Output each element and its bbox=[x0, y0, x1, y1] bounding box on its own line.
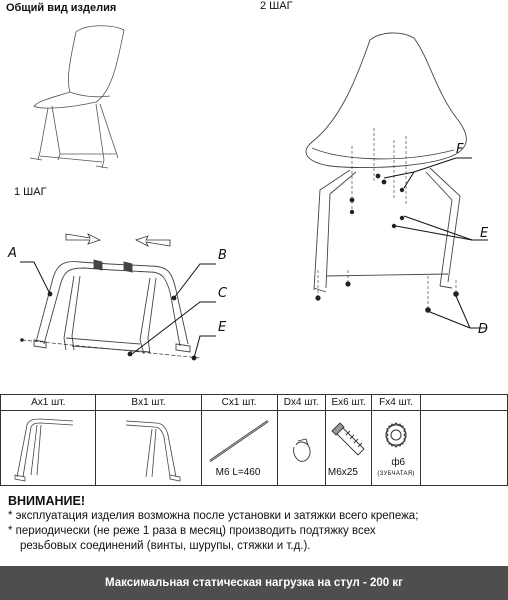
warning-line-2: * периодически (не реже 1 раза в месяц) производить подтяжку всех bbox=[8, 525, 376, 537]
step1-label: 1 ШАГ bbox=[14, 186, 47, 198]
part-c-spec: M6 L=460 bbox=[215, 467, 261, 478]
step2-leader-lines bbox=[384, 158, 488, 328]
part-d-drawing bbox=[278, 411, 326, 485]
warning-block bbox=[8, 494, 508, 554]
part-f-header: Fx4 шт. bbox=[372, 395, 420, 411]
callout-f: F bbox=[456, 142, 464, 157]
overview-chair-drawing bbox=[30, 26, 124, 168]
step2-fastener-dots bbox=[315, 174, 458, 313]
part-d-cell bbox=[277, 411, 325, 486]
part-a-drawing bbox=[1, 411, 97, 485]
part-c-drawing bbox=[202, 411, 278, 467]
callout-c: C bbox=[218, 286, 228, 301]
part-a-cell bbox=[1, 411, 96, 486]
callout-d: D bbox=[478, 322, 489, 337]
part-f-cell bbox=[372, 411, 420, 486]
part-f-spec: ф6 bbox=[391, 457, 406, 468]
warning-title: ВНИМАНИЕ! bbox=[8, 494, 85, 508]
overview-title: Общий вид изделия bbox=[6, 2, 117, 14]
step1-leader-lines bbox=[20, 262, 216, 358]
part-c-header: Cx1 шт. bbox=[201, 395, 277, 411]
part-e-header: Ex6 шт. bbox=[325, 395, 371, 411]
part-e-spec: M6x25 bbox=[327, 467, 358, 478]
parts-table-header bbox=[1, 395, 508, 411]
parts-table-body bbox=[1, 411, 508, 486]
step1-arrows bbox=[66, 234, 170, 246]
callout-a: A bbox=[8, 246, 17, 261]
part-c-cell bbox=[201, 411, 277, 486]
empty-body-cell bbox=[420, 411, 507, 486]
warning-line-1: * эксплуатация изделия возможна после установки и затяжки всего крепежа; bbox=[8, 510, 419, 522]
empty-header-cell bbox=[420, 395, 507, 411]
max-load-banner: Максимальная статическая нагрузка на стул - 200 кг bbox=[0, 566, 508, 600]
step2-label: 2 ШАГ bbox=[260, 0, 293, 12]
callout-e-step2: E bbox=[480, 226, 489, 241]
part-b-drawing bbox=[96, 411, 202, 485]
parts-table bbox=[0, 394, 508, 486]
part-f-drawing bbox=[372, 411, 420, 457]
part-f-note: (ЗУБЧАТАЯ) bbox=[377, 471, 415, 477]
part-e-drawing bbox=[326, 411, 372, 467]
callout-b: B bbox=[218, 248, 227, 263]
callout-e-step1: E bbox=[218, 320, 227, 335]
part-e-cell bbox=[325, 411, 371, 486]
part-d-header: Dx4 шт. bbox=[277, 395, 325, 411]
step1-frame-drawing bbox=[34, 260, 190, 354]
warning-line-3: резьбовых соединений (винты, шурупы, стяжки и т.д.). bbox=[20, 540, 311, 552]
part-b-cell bbox=[96, 411, 201, 486]
part-a-header: Ax1 шт. bbox=[1, 395, 96, 411]
part-b-header: Bx1 шт. bbox=[96, 395, 201, 411]
